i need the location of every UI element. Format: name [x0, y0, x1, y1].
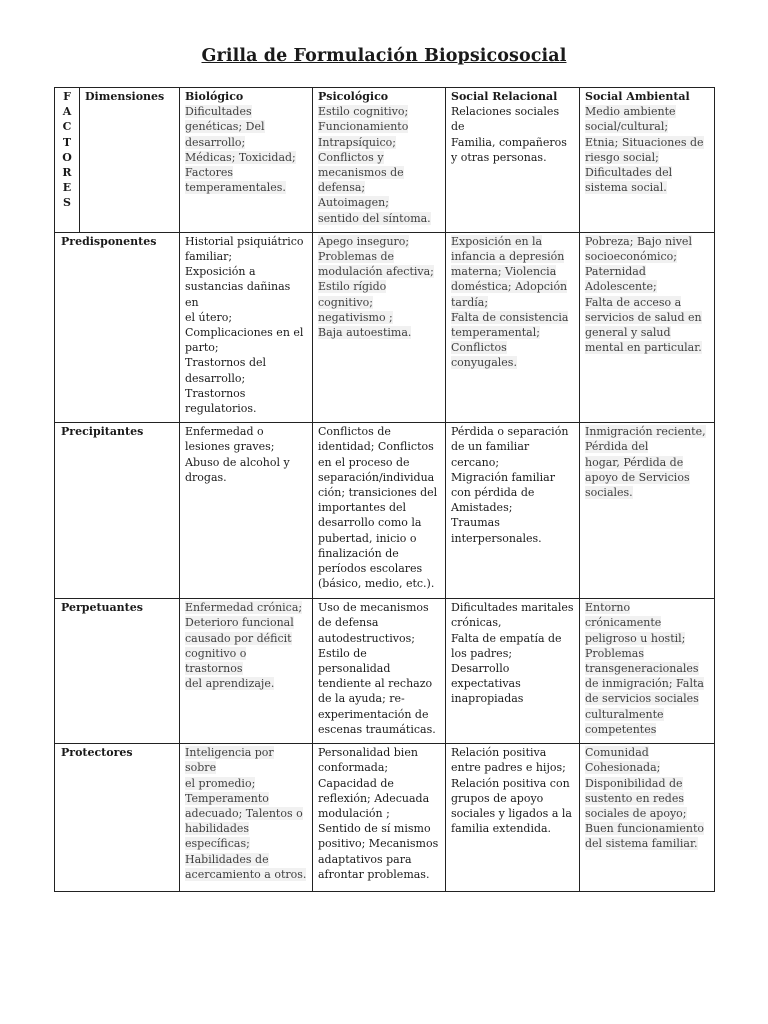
row-label: Precipitantes — [55, 423, 180, 599]
cell-text-line: autodestructivos; — [318, 631, 415, 645]
cell-text-line: Abuso de alcohol y — [185, 455, 290, 469]
table-cell — [580, 423, 715, 599]
cell-text-line: servicios de salud en — [585, 310, 702, 324]
table-cell — [313, 232, 446, 422]
cell-text-line: Amistades; — [451, 501, 513, 515]
cell-text-line: experimentación de — [318, 707, 429, 721]
table-cell — [580, 232, 715, 422]
cell-text-line: Enfermedad crónica; — [185, 601, 303, 615]
cell-text-line: adaptativos para — [318, 852, 412, 866]
dimensiones-header: Dimensiones — [85, 90, 165, 103]
row-label: Perpetuantes — [55, 599, 180, 744]
cell-text-line: Falta de acceso a — [585, 295, 682, 309]
cell-text-line: Conflictos de — [318, 425, 391, 439]
cell-text-line: importantes del — [318, 501, 407, 515]
cell-text-line: Apego inseguro; — [318, 234, 410, 248]
cell-text-line: regulatorios. — [185, 402, 257, 416]
psicologico-dimension-text — [318, 104, 440, 226]
cell-text-line: Estilo de personalidad — [318, 646, 391, 676]
table-cell — [180, 744, 313, 892]
table-cell — [313, 599, 446, 744]
cell-text-line: Funcionamiento — [318, 120, 409, 134]
biologico-header: Biológico — [185, 90, 244, 103]
cell-text-line: de servicios sociales — [585, 692, 699, 706]
cell-text-line: Disponibilidad de — [585, 776, 683, 790]
factors-letter: F — [63, 90, 71, 103]
cell-text-line: sistema social. — [585, 181, 667, 195]
cell-text-line: Falta de empatía de — [451, 631, 562, 645]
cell-text-line: de inmigración; Falta — [585, 677, 704, 691]
cell-text-line: tardía; — [451, 295, 489, 309]
cell-text-line: Pobreza; Bajo nivel — [585, 234, 692, 248]
table-row — [55, 599, 715, 744]
cell-text-line: Factores — [185, 166, 234, 180]
cell-text-line: temperamentales. — [185, 181, 286, 195]
cell-text-line: Capacidad de — [318, 776, 394, 790]
cell-text-line: crónicas, — [451, 616, 502, 630]
factors-vertical-label — [55, 88, 80, 233]
cell-text-line: sustancias dañinas en — [185, 280, 291, 309]
cell-text-line: del sistema familiar. — [585, 837, 698, 851]
cell-text-line: Médicas; Toxicidad; — [185, 150, 296, 164]
cell-text-line: Problemas — [585, 646, 644, 660]
cell-text-line: entre padres e hijos; — [451, 761, 566, 775]
cell-text-line: crónicamente — [585, 616, 662, 630]
cell-text-line: el útero; — [185, 310, 233, 324]
psicologico-header-cell — [313, 88, 446, 233]
table-cell — [313, 423, 446, 599]
social-ambiental-header-cell — [580, 88, 715, 233]
cell-text-line: cognitivo o trastornos — [185, 646, 247, 676]
cell-text-line: sociales. — [585, 486, 633, 500]
factors-letter: A — [62, 105, 72, 119]
cell-text-line: identidad; Conflictos — [318, 440, 434, 454]
cell-text-line: de — [451, 120, 465, 134]
cell-text-line: Exposición en la — [451, 234, 543, 248]
cell-text-line: Familia, compañeros — [451, 135, 567, 149]
cell-text-line: modulación ; — [318, 806, 390, 820]
social-relacional-header-cell — [446, 88, 580, 233]
cell-text-line: de defensa — [318, 616, 379, 630]
cell-text-line: ción; transiciones del — [318, 486, 438, 500]
cell-text-line: causado por déficit — [185, 631, 292, 645]
table-row — [55, 423, 715, 599]
cell-text-line: afrontar problemas. — [318, 867, 430, 881]
cell-text-line: Etnia; Situaciones de — [585, 135, 704, 149]
cell-text-line: (básico, medio, etc.). — [318, 577, 435, 591]
table-cell — [580, 744, 715, 892]
cell-text-line: Falta de consistencia — [451, 310, 569, 324]
factors-letter: C — [62, 120, 72, 134]
cell-text-line: conformada; — [318, 761, 389, 775]
cell-text-line: apoyo de Servicios — [585, 470, 690, 484]
cell-text-line: socioeconómico; — [585, 250, 678, 264]
table-row — [55, 232, 715, 422]
formulation-grid-table — [54, 87, 715, 892]
cell-text-line: mental en particular. — [585, 341, 702, 355]
cell-text-line: parto; — [185, 341, 219, 355]
cell-text-line: Migración familiar — [451, 470, 555, 484]
factors-letter: R — [62, 166, 72, 180]
cell-text-line: con pérdida de — [451, 486, 535, 500]
cell-text-line: grupos de apoyo — [451, 791, 544, 805]
cell-text-line: Trastornos — [185, 386, 246, 400]
cell-text-line: modulación afectiva; — [318, 265, 434, 279]
cell-text-line: y otras personas. — [451, 150, 547, 164]
biologico-header-cell — [180, 88, 313, 233]
cell-text-line: Medio ambiente — [585, 105, 676, 119]
cell-text-line: competentes — [585, 722, 657, 736]
cell-text-line: familia extendida. — [451, 822, 552, 836]
cell-text-line: transgeneracionales — [585, 662, 699, 676]
table-cell — [180, 423, 313, 599]
table-cell — [446, 599, 580, 744]
cell-text-line: escenas traumáticas. — [318, 722, 436, 736]
cell-text-line: del aprendizaje. — [185, 677, 275, 691]
cell-text-line: habilidades — [185, 822, 250, 836]
table-cell — [180, 232, 313, 422]
cell-text-line: desarrollo; — [185, 371, 246, 385]
cell-text-line: Complicaciones en el — [185, 326, 304, 340]
cell-text-line: el promedio; — [185, 776, 256, 790]
cell-text-line: drogas. — [185, 470, 227, 484]
table-cell — [580, 599, 715, 744]
psicologico-header: Psicológico — [318, 90, 389, 103]
cell-text-line: Buen funcionamiento — [585, 822, 705, 836]
cell-text-line: infancia a depresión — [451, 250, 565, 264]
cell-text-line: interpersonales. — [451, 531, 542, 545]
cell-text-line: Comunidad — [585, 746, 649, 760]
cell-text-line: doméstica; Adopción — [451, 280, 568, 294]
cell-text-line: Estilo cognitivo; — [318, 105, 409, 119]
cell-text-line: de un familiar — [451, 440, 530, 454]
cell-text-line: Inteligencia por sobre — [185, 746, 274, 775]
cell-text-line: Dificultades del — [585, 166, 673, 180]
cell-text-line: Exposición a — [185, 265, 256, 279]
cell-text-line: Sentido de sí mismo — [318, 822, 431, 836]
row-label: Protectores — [55, 744, 180, 892]
cell-text-line: Enfermedad o — [185, 425, 264, 439]
cell-text-line: específicas; — [185, 837, 250, 851]
cell-text-line: Uso de mecanismos — [318, 601, 429, 615]
cell-text-line: Estilo rígido — [318, 280, 387, 294]
cell-text-line: Adolescente; — [585, 280, 657, 294]
cell-text-line: separación/individua — [318, 470, 435, 484]
factors-letter: T — [62, 135, 72, 149]
cell-text-line: de la ayuda; re- — [318, 692, 405, 706]
table-row — [55, 744, 715, 892]
cell-text-line: sociales y ligados a la — [451, 806, 572, 820]
cell-text-line: acercamiento a otros. — [185, 867, 307, 881]
dimension-row — [55, 88, 715, 233]
cell-text-line: Cohesionada; — [585, 761, 661, 775]
cell-text-line: Deterioro funcional — [185, 616, 294, 630]
cell-text-line: en el proceso de — [318, 455, 410, 469]
table-cell — [446, 232, 580, 422]
cell-text-line: Trastornos del — [185, 356, 267, 370]
cell-text-line: Entorno — [585, 601, 631, 615]
dimensiones-header-cell — [80, 88, 180, 233]
cell-text-line: inapropiadas — [451, 692, 524, 706]
cell-text-line: social/cultural; — [585, 120, 669, 134]
cell-text-line: tendiente al rechazo — [318, 677, 433, 691]
cell-text-line: desarrollo; — [185, 135, 246, 149]
cell-text-line: general y salud — [585, 326, 671, 340]
cell-text-line: Habilidades de — [185, 852, 269, 866]
social-ambiental-header: Social Ambiental — [585, 90, 690, 103]
cell-text-line: riesgo social; — [585, 150, 659, 164]
cell-text-line: defensa; — [318, 181, 366, 195]
cell-text-line: Baja autoestima. — [318, 326, 412, 340]
cell-text-line: Relación positiva con — [451, 776, 570, 790]
cell-text-line: familiar; — [185, 250, 233, 264]
table-cell — [313, 744, 446, 892]
cell-text-line: sustento en redes — [585, 791, 684, 805]
cell-text-line: períodos escolares — [318, 562, 423, 576]
cell-text-line: culturalmente — [585, 707, 664, 721]
cell-text-line: expectativas — [451, 677, 521, 691]
social-ambiental-dimension-text — [585, 104, 709, 195]
factors-letter: E — [62, 181, 72, 195]
cell-text-line: cognitivo; — [318, 295, 373, 309]
cell-text-line: pubertad, inicio o — [318, 531, 417, 545]
cell-text-line: reflexión; Adecuada — [318, 791, 430, 805]
cell-text-line: Relaciones sociales — [451, 105, 560, 119]
cell-text-line: sociales de apoyo; — [585, 806, 687, 820]
cell-text-line: Intrapsíquico; — [318, 135, 397, 149]
cell-text-line: Conflictos conyugales. — [451, 341, 517, 370]
table-cell — [446, 744, 580, 892]
cell-text-line: positivo; Mecanismos — [318, 837, 439, 851]
social-relacional-header: Social Relacional — [451, 90, 558, 103]
cell-text-line: mecanismos de — [318, 166, 404, 180]
table-cell — [180, 599, 313, 744]
cell-text-line: adecuado; Talentos o — [185, 806, 303, 820]
cell-text-line: peligroso u hostil; — [585, 631, 686, 645]
cell-text-line: Personalidad bien — [318, 746, 418, 760]
biologico-dimension-text — [185, 104, 307, 195]
factors-letter: O — [62, 150, 72, 164]
cell-text-line: lesiones graves; — [185, 440, 275, 454]
cell-text-line: Problemas de — [318, 250, 395, 264]
cell-text-line: Pérdida o separación — [451, 425, 569, 439]
social-relacional-dimension-text — [451, 104, 574, 165]
cell-text-line: cercano; — [451, 455, 500, 469]
cell-text-line: materna; Violencia — [451, 265, 557, 279]
cell-text-line: negativismo ; — [318, 310, 393, 324]
cell-text-line: desarrollo como la — [318, 516, 422, 530]
factors-letter: S — [63, 196, 71, 210]
cell-text-line: Desarrollo — [451, 662, 510, 676]
cell-text-line: Inmigración reciente, — [585, 425, 706, 439]
cell-text-line: temperamental; — [451, 326, 540, 340]
cell-text-line: Pérdida del — [585, 440, 649, 454]
cell-text-line: Relación positiva — [451, 746, 547, 760]
cell-text-line: genéticas; Del — [185, 120, 265, 134]
cell-text-line: Dificultades maritales — [451, 601, 574, 615]
cell-text-line: los padres; — [451, 646, 513, 660]
document-title: Grilla de Formulación Biopsicosocial — [201, 46, 567, 66]
row-label: Predisponentes — [55, 232, 180, 422]
cell-text-line: hogar, Pérdida de — [585, 455, 684, 469]
cell-text-line: Conflictos y — [318, 150, 384, 164]
cell-text-line: Paternidad — [585, 265, 646, 279]
cell-text-line: Dificultades — [185, 105, 252, 119]
cell-text-line: Traumas — [451, 516, 500, 530]
cell-text-line: sentido del síntoma. — [318, 211, 431, 225]
cell-text-line: Temperamento — [185, 791, 269, 805]
cell-text-line: Autoimagen; — [318, 196, 389, 210]
cell-text-line: finalización de — [318, 546, 399, 560]
table-cell — [446, 423, 580, 599]
cell-text-line: Historial psiquiátrico — [185, 234, 304, 248]
